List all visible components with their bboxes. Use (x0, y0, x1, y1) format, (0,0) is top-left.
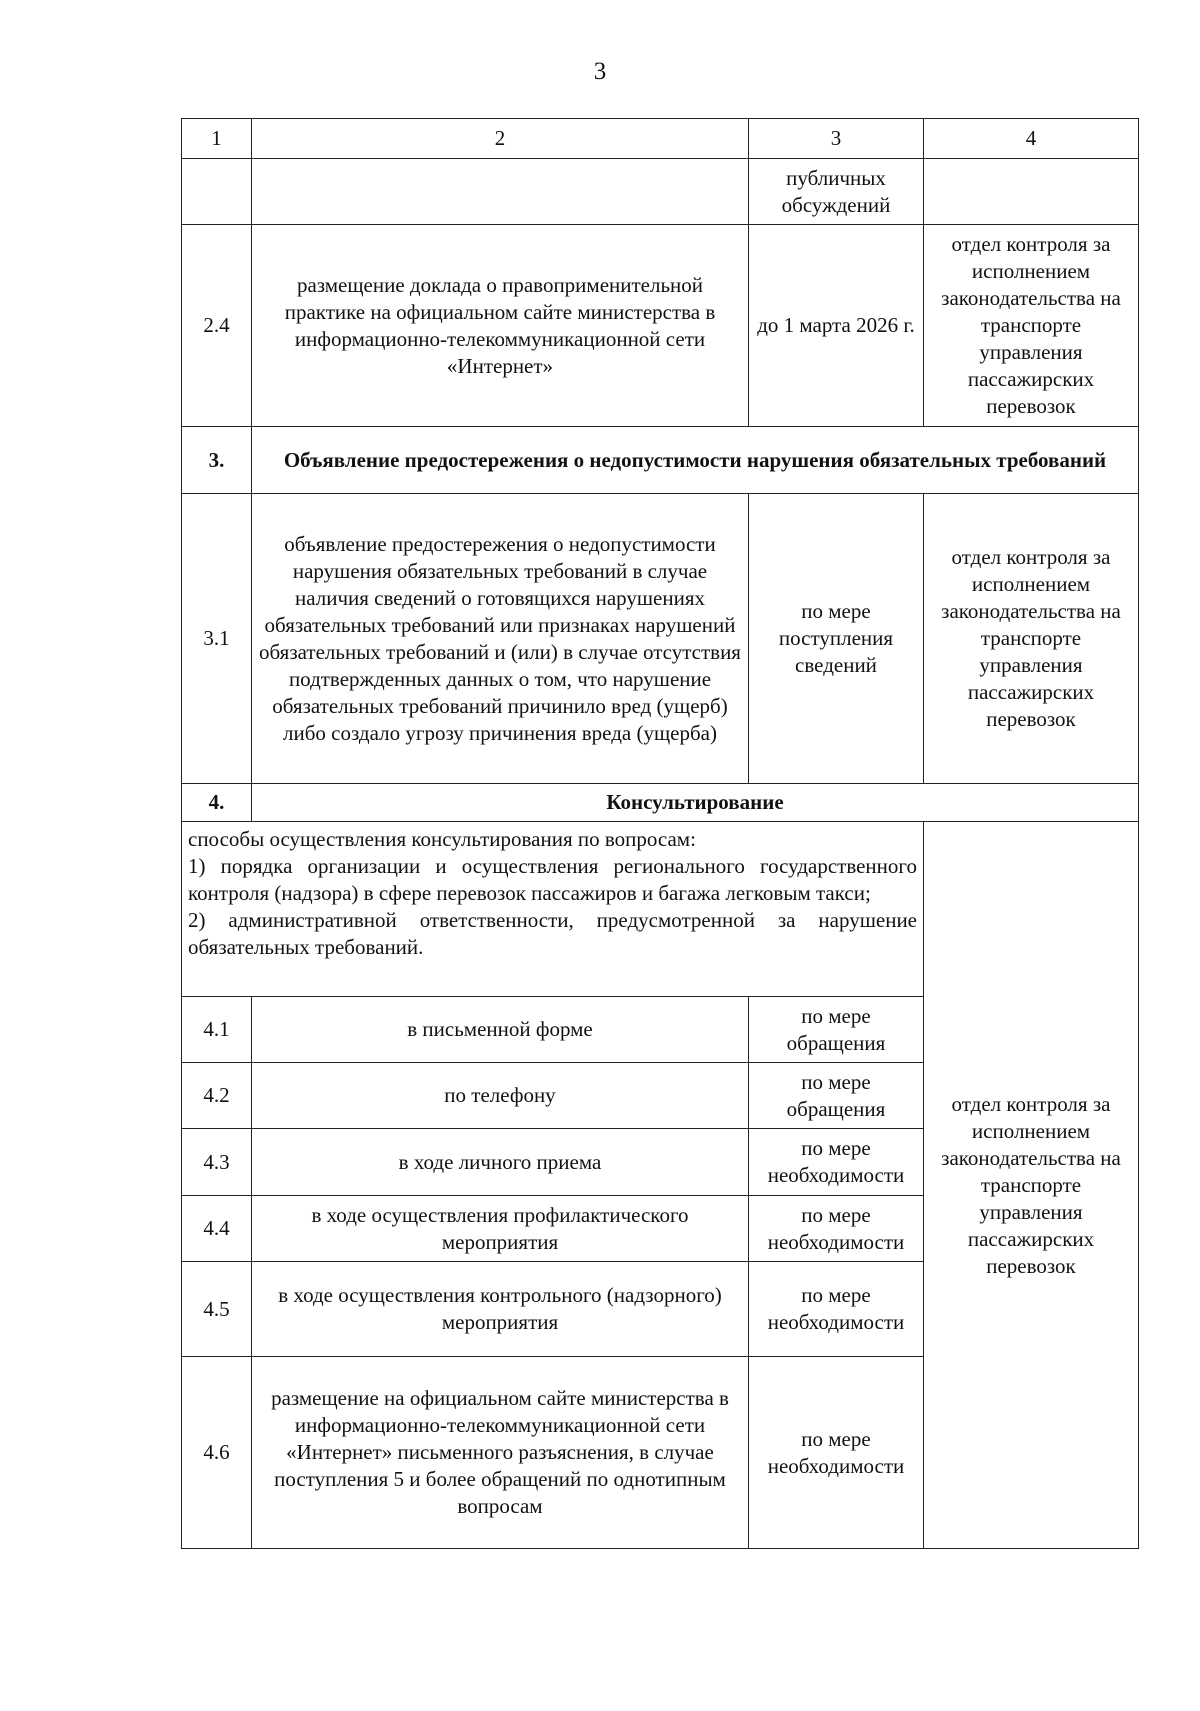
row-action: в ходе осуществления контрольного (надзорного) мероприятия (252, 1262, 749, 1357)
header-col-2: 2 (252, 119, 749, 159)
row-number: 4.3 (182, 1129, 252, 1196)
row-deadline: по мере необходимости (749, 1262, 924, 1357)
consult-intro-row (182, 822, 1139, 997)
section-number: 4. (182, 784, 252, 822)
row-action: в ходе личного приема (252, 1129, 749, 1196)
row-deadline: по мере поступления сведений (749, 494, 924, 784)
consult-responsible-cell: отдел контроля за исполнением законодательства на транспорте управления пассажирских перевозок (924, 822, 1139, 1549)
prevention-measures-table (181, 118, 1139, 1549)
row-number: 4.5 (182, 1262, 252, 1357)
row-deadline: по мере необходимости (749, 1196, 924, 1262)
header-col-3: 3 (749, 119, 924, 159)
consult-item-2: 2) административной ответственности, предусмотренной за нарушение обязательных требований. (188, 908, 917, 959)
cont-action-cell (252, 159, 749, 225)
section-number: 3. (182, 427, 252, 494)
row-deadline: по мере необходимости (749, 1129, 924, 1196)
header-col-4: 4 (924, 119, 1139, 159)
cont-num-cell (182, 159, 252, 225)
row-action: размещение доклада о правоприменительной практике на официальном сайте министерства в информационно-телекоммуникационной сети «Интернет» (252, 225, 749, 427)
row-deadline: по мере необходимости (749, 1357, 924, 1549)
consult-intro-line: способы осуществления консультирования по вопросам: (188, 827, 696, 851)
section-4-row (182, 784, 1139, 822)
row-action: в письменной форме (252, 997, 749, 1063)
row-responsible: отдел контроля за исполнением законодательства на транспорте управления пассажирских перевозок (924, 494, 1139, 784)
cont-responsible-cell (924, 159, 1139, 225)
table-row-continuation (182, 159, 1139, 225)
row-number: 4.6 (182, 1357, 252, 1549)
consult-item-1: 1) порядка организации и осуществления регионального государственного контроля (надзора) в сфере перевозок пассажиров и багажа легковым такси; (188, 854, 917, 905)
row-number: 4.1 (182, 997, 252, 1063)
consult-intro-cell (182, 822, 924, 997)
section-title: Консультирование (252, 784, 1139, 822)
row-action: в ходе осуществления профилактического мероприятия (252, 1196, 749, 1262)
row-number: 4.4 (182, 1196, 252, 1262)
section-3-row (182, 427, 1139, 494)
table-header-row (182, 119, 1139, 159)
row-responsible: отдел контроля за исполнением законодательства на транспорте управления пассажирских перевозок (924, 225, 1139, 427)
page-number: 3 (593, 58, 607, 85)
row-number: 4.2 (182, 1063, 252, 1129)
cont-deadline-cell: публичных обсуждений (749, 159, 924, 225)
row-action: размещение на официальном сайте министерства в информационно-телекоммуникационной сети «Интернет» письменного разъяснения, в случае поступления 5 и более обращений по однотипным вопросам (252, 1357, 749, 1549)
header-col-1: 1 (182, 119, 252, 159)
section-title: Объявление предостережения о недопустимости нарушения обязательных требований (252, 427, 1139, 494)
table-row-3-1 (182, 494, 1139, 784)
row-deadline: до 1 марта 2026 г. (749, 225, 924, 427)
row-action: объявление предостережения о недопустимости нарушения обязательных требований в случае наличия сведений о готовящихся нарушениях обязательных требований или признаках нарушений обязательных требований и (или) в случае отсутствия подтвержденных данных о том, что нарушение обязательных требований причинило вред (ущерб) либо создало угрозу причинения вреда (ущерба) (252, 494, 749, 784)
table-row-2-4 (182, 225, 1139, 427)
row-number: 3.1 (182, 494, 252, 784)
row-deadline: по мере обращения (749, 1063, 924, 1129)
row-deadline: по мере обращения (749, 997, 924, 1063)
row-action: по телефону (252, 1063, 749, 1129)
row-number: 2.4 (182, 225, 252, 427)
